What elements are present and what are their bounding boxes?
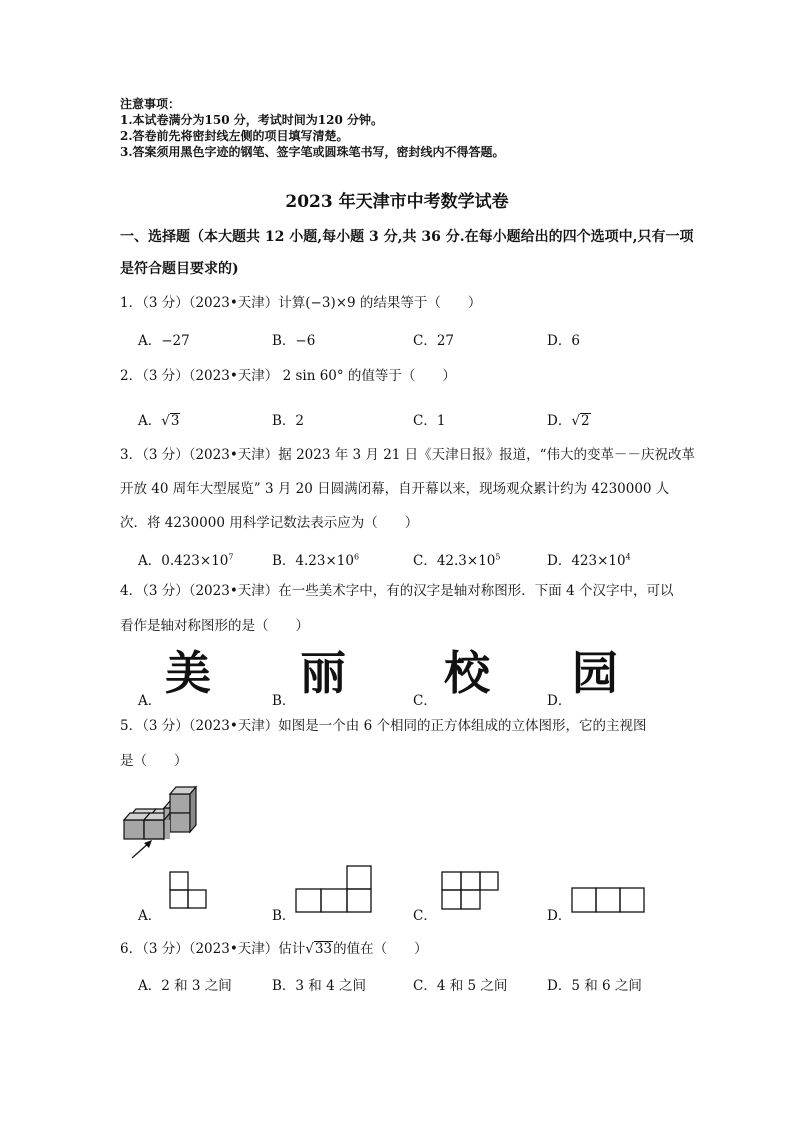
question-2-stem-start: 2．（3 分）（2023•天津） 2 sin 60° — [120, 368, 344, 384]
question-2-stem-end: 的值等于（ ） — [347, 368, 456, 384]
question-1-option-d: D．6 — [547, 333, 580, 349]
sqrt-sign: √ — [571, 413, 580, 429]
page-title: 2023 年天津市中考数学试卷 — [285, 192, 509, 212]
exponent: 5 — [495, 552, 501, 562]
question-5-option-c-figure — [440, 870, 500, 914]
option-text: A．0.423×10 — [138, 553, 229, 569]
section-heading-line-2: 是符合题目要求的) — [120, 261, 239, 277]
question-1-stem: 1．（3 分）（2023•天津）计算(−3)×9 的结果等于（ ） — [120, 295, 482, 311]
question-3-option-b — [272, 549, 359, 569]
question-1-option-a: A．−27 — [138, 333, 190, 349]
question-6-stem-start: 6．（3 分）（2023•天津）估计 — [120, 941, 306, 957]
question-4-option-d-letter: D． — [547, 693, 572, 709]
question-4-option-c-char: 校 — [444, 646, 490, 700]
question-3-option-a — [138, 549, 233, 569]
cube-solid-figure — [118, 780, 228, 862]
question-6-option-c: C．4 和 5 之间 — [413, 978, 508, 994]
question-5-option-b-letter: B． — [272, 908, 296, 924]
question-5-option-a-figure — [168, 870, 210, 912]
question-3-line-1: 3．（3 分）（2023•天津）据 2023 年 3 月 21 日《天津日报》报道，“伟大的变革－－庆祝改革 — [120, 447, 696, 463]
question-5-option-a-letter: A． — [138, 908, 162, 924]
section-heading-line-1: 一、选择题（本大题共 12 小题,每小题 3 分,共 36 分.在每小题给出的四个选项中,只有一项 — [120, 229, 694, 245]
question-4-option-d-char: 园 — [572, 646, 618, 700]
option-text: C．42.3×10 — [413, 553, 496, 569]
question-2-option-b: B．2 — [272, 413, 305, 429]
question-3-option-d — [547, 549, 631, 569]
question-6-stem-end: 的值在（ ） — [333, 941, 428, 957]
exponent: 4 — [625, 552, 631, 562]
notice-line-2: 2.答卷前先将密封线左侧的项目填写清楚。 — [120, 129, 349, 143]
question-5-line-2: 是（ ） — [120, 753, 188, 769]
question-2-option-c: C．1 — [413, 413, 446, 429]
question-1-option-c: C．27 — [413, 333, 455, 349]
question-6-option-d: D．5 和 6 之间 — [547, 978, 642, 994]
question-2-option-a-radicand: 3 — [170, 413, 180, 429]
question-3-option-c — [413, 549, 500, 569]
question-4-option-b-letter: B． — [272, 693, 296, 709]
question-4-line-1: 4．（3 分）（2023•天津）在一些美术字中，有的汉字是轴对称图形．下面 4 个汉字中，可以 — [120, 583, 674, 599]
question-5-option-c-letter: C． — [413, 908, 437, 924]
question-4-option-b-char: 丽 — [300, 646, 346, 700]
question-2-stem — [120, 364, 456, 384]
option-text: B．4.23×10 — [272, 553, 354, 569]
question-2-option-d-radicand: 2 — [580, 413, 590, 429]
question-5-line-1: 5．（3 分）（2023•天津）如图是一个由 6 个相同的正方体组成的立体图形，它的主视图 — [120, 718, 647, 734]
question-6-radicand: 33 — [314, 941, 333, 957]
question-4-option-a-letter: A． — [138, 693, 162, 709]
exponent: 6 — [353, 552, 360, 562]
question-6-option-b: B．3 和 4 之间 — [272, 978, 366, 994]
question-2-option-d — [547, 409, 591, 429]
question-2-option-a-label: A． — [138, 413, 162, 429]
option-text: D．423×10 — [547, 553, 626, 569]
question-4-option-c-letter: C． — [413, 693, 437, 709]
notice-heading: 注意事项： — [120, 97, 181, 111]
sqrt-sign: √ — [161, 413, 170, 429]
question-2-option-a — [138, 409, 180, 429]
question-1-option-b: B．−6 — [272, 333, 316, 349]
question-6-option-a: A．2 和 3 之间 — [138, 978, 232, 994]
question-5-option-d-letter: D． — [547, 908, 572, 924]
question-2-option-d-label: D． — [547, 413, 572, 429]
question-3-line-3: 次．将 4230000 用科学记数法表示应为（ ） — [120, 515, 419, 531]
question-5-option-b-figure — [294, 864, 374, 914]
notice-line-3: 3.答案须用黑色字迹的钢笔、签字笔或圆珠笔书写，密封线内不得答题。 — [120, 145, 505, 159]
notice-line-1: 1.本试卷满分为150 分，考试时间为120 分钟。 — [120, 113, 383, 127]
question-4-option-a-char: 美 — [165, 646, 211, 700]
question-3-line-2: 开放 40 周年大型展览” 3 月 20 日圆满闭幕，自开幕以来，现场观众累计约为 4230000 人 — [120, 481, 670, 497]
exponent: 7 — [228, 552, 234, 562]
question-4-line-2: 看作是轴对称图形的是（ ） — [120, 618, 309, 634]
question-5-option-d-figure — [570, 886, 648, 916]
sqrt-sign: √ — [305, 941, 314, 957]
question-6-stem — [120, 937, 428, 957]
